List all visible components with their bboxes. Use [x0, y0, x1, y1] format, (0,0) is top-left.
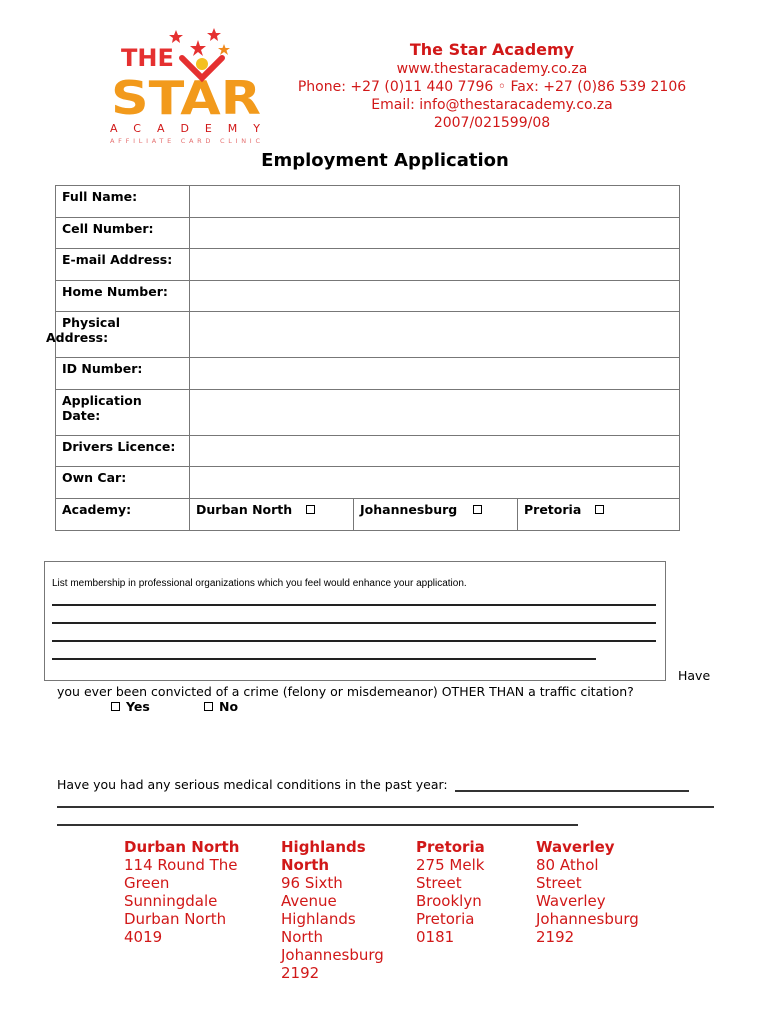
- org-registration-number: 2007/021599/08: [433, 115, 551, 131]
- application-date-label-line2: Date:: [62, 407, 101, 423]
- branch-address-line: Durban North: [124, 910, 227, 928]
- home-number-label: Home Number:: [56, 280, 190, 312]
- branch-address-line: 80 Athol: [536, 856, 599, 874]
- form-row-drivers-licence: [56, 435, 680, 467]
- organization-info: [272, 40, 712, 132]
- branch-address-line: 114 Round The: [124, 856, 238, 874]
- application-form-table: [46, 185, 680, 531]
- branch-address-line: 0181: [416, 928, 455, 946]
- application-date-field[interactable]: [190, 389, 680, 435]
- branch-address-line: Sunningdale: [124, 892, 218, 910]
- org-phone-fax: Phone: +27 (0)11 440 7796 ◦ Fax: +27 (0)86 539 2106: [297, 79, 687, 95]
- cell-number-label: Cell Number:: [56, 217, 190, 249]
- branch-waverley: [536, 838, 639, 946]
- branch-address-line: 4019: [124, 928, 163, 946]
- durban-north-option-label: Durban North: [196, 501, 293, 517]
- conviction-question-start: Have: [678, 668, 711, 683]
- email-address-label: E-mail Address:: [56, 249, 190, 281]
- drivers-licence-field[interactable]: [190, 435, 680, 467]
- logo-star-2: [190, 40, 206, 56]
- pretoria-checkbox[interactable]: [595, 505, 604, 514]
- logo-academy: ACADEMY: [110, 122, 260, 135]
- form-row-cell-number: [56, 217, 680, 249]
- drivers-licence-label: Drivers Licence:: [56, 435, 190, 467]
- conviction-no-label: No: [219, 699, 239, 714]
- cell-number-field[interactable]: [190, 217, 680, 249]
- memberships-answer-line[interactable]: [52, 640, 656, 642]
- academy-options: [190, 498, 680, 530]
- branch-name: Highlands: [281, 838, 366, 856]
- physical-address-label-line2: Address:: [46, 330, 109, 345]
- org-name: The Star Academy: [409, 40, 575, 59]
- branch-name: Pretoria: [416, 838, 485, 856]
- memberships-answer-line[interactable]: [52, 622, 656, 624]
- form-title: Employment Application: [261, 150, 509, 171]
- org-website[interactable]: www.thestaracademy.co.za: [396, 61, 588, 77]
- branch-address-line: Avenue: [281, 892, 337, 910]
- medical-question: Have you had any serious medical conditions in the past year:: [57, 777, 448, 792]
- branch-address-line: 96 Sixth: [281, 874, 343, 892]
- physical-address-label-line1: Physical: [62, 315, 121, 330]
- id-number-label: ID Number:: [56, 358, 190, 390]
- form-row-full-name: [56, 186, 680, 218]
- branch-address-line: North: [281, 928, 323, 946]
- branch-address-line: 2192: [281, 964, 320, 982]
- branch-address-line: 2192: [536, 928, 575, 946]
- logo-figure-head: [196, 58, 208, 70]
- memberships-answer-line[interactable]: [52, 604, 656, 606]
- conviction-no-checkbox[interactable]: [204, 702, 213, 711]
- org-email[interactable]: Email: info@thestaracademy.co.za: [371, 97, 613, 113]
- branch-address-line: Johannesburg: [281, 946, 384, 964]
- physical-address-field[interactable]: [190, 312, 680, 358]
- form-row-home-number: [56, 280, 680, 312]
- memberships-answer-line[interactable]: [52, 658, 596, 660]
- form-row-application-date: [56, 389, 680, 435]
- branch-address-line: Waverley: [536, 892, 606, 910]
- academy-label: Academy:: [56, 498, 190, 530]
- medical-answer-line[interactable]: [57, 806, 714, 808]
- logo-star-word: STAR: [111, 71, 261, 125]
- branch-name-line2: North: [281, 856, 330, 874]
- medical-answer-line[interactable]: [455, 790, 689, 792]
- conviction-yes-option[interactable]: [111, 699, 150, 714]
- branch-address-line: Brooklyn: [416, 892, 482, 910]
- form-row-academy: [56, 498, 680, 530]
- academy-option-durban-north[interactable]: [190, 499, 354, 530]
- form-row-physical-address: [56, 312, 680, 358]
- durban-north-checkbox[interactable]: [306, 505, 315, 514]
- full-name-field[interactable]: [190, 186, 680, 218]
- full-name-label: Full Name:: [56, 186, 190, 218]
- logo-the: THE: [121, 44, 174, 72]
- conviction-yes-checkbox[interactable]: [111, 702, 120, 711]
- academy-option-johannesburg[interactable]: [354, 499, 518, 530]
- medical-answer-line[interactable]: [57, 824, 578, 826]
- branch-address-line: Street: [536, 874, 582, 892]
- branch-address-line: Highlands: [281, 910, 356, 928]
- logo-star-4: [218, 44, 230, 55]
- own-car-field[interactable]: [190, 467, 680, 499]
- johannesburg-checkbox[interactable]: [473, 505, 482, 514]
- home-number-field[interactable]: [190, 280, 680, 312]
- form-row-email: [56, 249, 680, 281]
- johannesburg-option-label: Johannesburg: [360, 501, 458, 517]
- branch-name: Durban North: [124, 838, 240, 856]
- memberships-prompt: List membership in professional organizations which you feel would enhance your application.: [52, 578, 467, 589]
- email-address-field[interactable]: [190, 249, 680, 281]
- branch-address-line: Pretoria: [416, 910, 475, 928]
- conviction-no-option[interactable]: [204, 699, 238, 714]
- pretoria-option-label: Pretoria: [524, 501, 582, 517]
- branch-address-line: Green: [124, 874, 170, 892]
- own-car-label: Own Car:: [56, 467, 190, 499]
- branch-name: Waverley: [536, 838, 615, 856]
- branch-pretoria: [416, 838, 485, 946]
- branch-highlands-north: [281, 838, 384, 982]
- application-date-label-line1: Application: [62, 392, 142, 408]
- logo-star-3: [207, 28, 221, 41]
- conviction-question: you ever been convicted of a crime (felony or misdemeanor) OTHER THAN a traffic citation?: [57, 684, 634, 699]
- form-row-own-car: [56, 467, 680, 499]
- conviction-yes-label: Yes: [126, 699, 150, 714]
- application-date-label: [56, 389, 190, 435]
- logo-tagline: AFFILIATE CARD CLINIC: [110, 137, 260, 145]
- logo-star-1: [169, 30, 183, 43]
- branch-address-line: Johannesburg: [536, 910, 639, 928]
- id-number-field[interactable]: [190, 358, 680, 390]
- academy-option-pretoria[interactable]: [518, 499, 678, 530]
- memberships-box: [44, 561, 666, 681]
- branch-durban-north: [124, 838, 239, 946]
- branch-address-line: Street: [416, 874, 462, 892]
- star-academy-logo-graphic: [106, 26, 266, 146]
- academy-logo: [106, 26, 266, 146]
- form-row-id-number: [56, 358, 680, 390]
- physical-address-label: [46, 312, 190, 358]
- branch-address-line: 275 Melk: [416, 856, 485, 874]
